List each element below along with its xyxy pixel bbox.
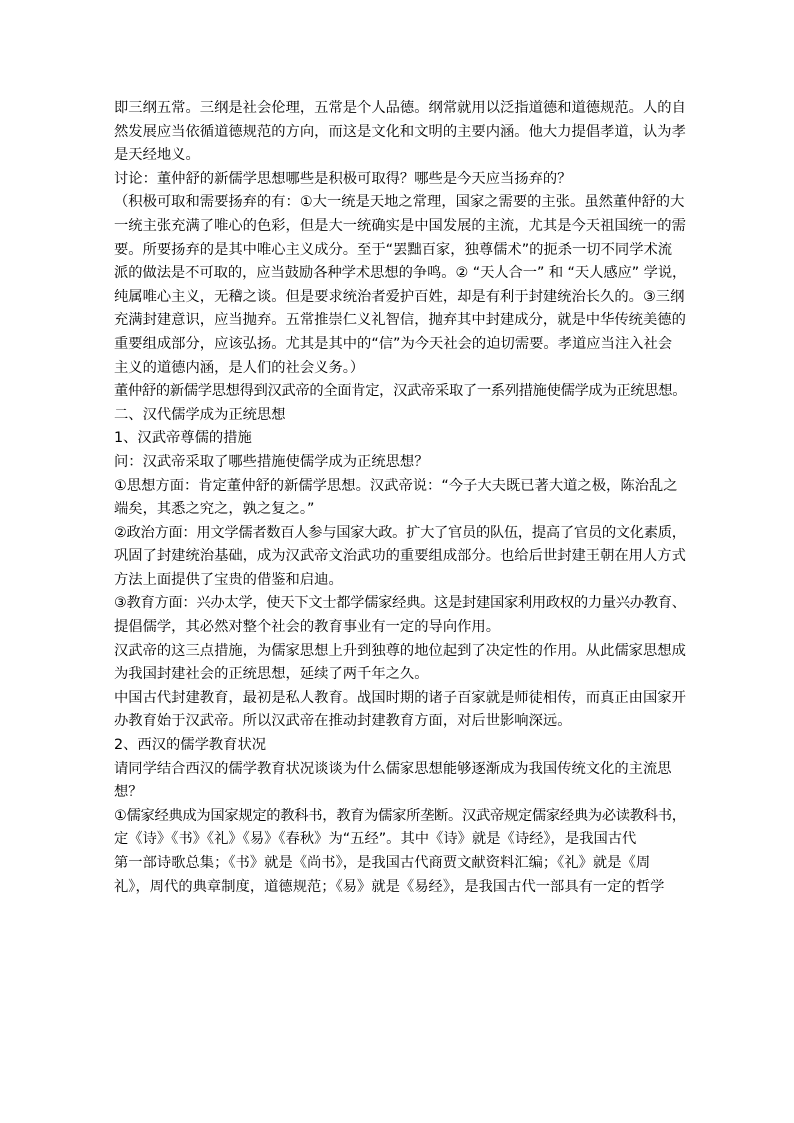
document-body xyxy=(114,97,686,899)
text-line: 主义的道德内涵，是人们的社会义务。） xyxy=(114,359,365,376)
text-line: 是天经地义。 xyxy=(114,147,200,164)
text-line: 董仲舒的新儒学思想得到汉武帝的全面肯定，汉武帝采取了一系列措施使儒学成为正统思想。 xyxy=(114,383,687,400)
text-line: 1、汉武帝尊儒的措施 xyxy=(114,430,252,447)
text-line: 为我国封建社会的正统思想，延续了两千年之久。 xyxy=(114,666,429,683)
text-line: 请同学结合西汉的儒学教育状况谈谈为什么儒家思想能够逐渐成为我国传统文化的主流思 xyxy=(114,760,672,777)
text-line: ③教育方面：兴办太学，使天下文士都学儒家经典。这是封建国家利用政权的力量兴办教育、 xyxy=(114,595,686,612)
text-line: 2、西汉的儒学教育状况 xyxy=(114,737,267,754)
text-line: 一统主张充满了唯心的色彩，但是大一统确实是中国发展的主流，尤其是今天祖国统一的需 xyxy=(114,217,686,234)
text-line: 即三纲五常。三纲是社会伦理，五常是个人品德。纲常就用以泛指道德和道德规范。人的自 xyxy=(114,100,686,116)
text-line: 定《诗》《书》《礼》《易》《春秋》为“五经”。其中《诗》就是《诗经》，是我国古代 xyxy=(114,831,637,848)
text-line: 礼》，周代的典章制度，道德规范；《易》就是《易经》，是我国古代一部具有一定的哲学 xyxy=(114,878,665,895)
text-line: 二、汉代儒学成为正统思想 xyxy=(114,406,286,423)
text-line: 纯属唯心主义，无稽之谈。但是要求统治者爱护百姓，却是有利于封建统治长久的。③三纲 xyxy=(114,288,685,305)
text-line: ①思想方面：肯定董仲舒的新儒学思想。汉武帝说：“今子大夫既已著大道之极，陈治乱之 xyxy=(114,477,678,494)
text-line: 提倡儒学，其必然对整个社会的教育事业有一定的导向作用。 xyxy=(114,619,501,636)
text-line: 方法上面提供了宝贵的借鉴和启迪。 xyxy=(114,571,343,588)
text-line: 派的做法是不可取的，应当鼓励各种学术思想的争鸣。② “天人合一” 和 “天人感应” 学说， xyxy=(114,265,687,282)
text-line: （积极可取和需要扬弃的有：①大一统是天地之常理，国家之需要的主张。虽然董仲舒的大 xyxy=(114,194,685,211)
text-line: 要。所要扬弃的是其中唯心主义成分。至于“罢黜百家，独尊儒术”的扼杀一切不同学术流 xyxy=(114,241,673,258)
text-line: ①儒家经典成为国家规定的教科书，教育为儒家所垄断。汉武帝规定儒家经典为必读教科书， xyxy=(114,807,686,824)
text-line: 然发展应当依循道德规范的方向，而这是文化和文明的主要内涵。他大力提倡孝道，认为孝 xyxy=(114,123,686,140)
text-line: 端矣，其悉之究之，孰之复之。” xyxy=(114,501,315,518)
text-line: 汉武帝的这三点措施，为儒家思想上升到独尊的地位起到了决定性的作用。从此儒家思想成 xyxy=(114,642,686,659)
text-line: 讨论：董仲舒的新儒学思想哪些是积极可取得？哪些是今天应当扬弃的？ xyxy=(114,170,572,187)
text-line: ②政治方面：用文学儒者数百人参与国家大政。扩大了官员的队伍，提高了官员的文化素质， xyxy=(114,524,686,541)
text-line: 办教育始于汉武帝。所以汉武帝在推动封建教育方面，对后世影响深远。 xyxy=(114,713,572,730)
text-line: 中国古代封建教育，最初是私人教育。战国时期的诸子百家就是师徒相传，而真正由国家开 xyxy=(114,689,686,706)
text-line: 问：汉武帝采取了哪些措施使儒学成为正统思想？ xyxy=(114,453,429,470)
text-line: 想？ xyxy=(114,784,143,801)
text-line: 充满封建意识，应当抛弃。五常推崇仁义礼智信，抛弃其中封建成分，就是中华传统美德的 xyxy=(114,312,686,329)
text-line: 第一部诗歌总集；《书》就是《尚书》，是我国古代商贾文献资料汇编；《礼》就是《周 xyxy=(114,855,651,871)
text-line: 巩固了封建统治基础，成为汉武帝文治武功的重要组成部分。也给后世封建王朝在用人方式 xyxy=(114,548,686,565)
text-line: 重要组成部分，应该弘扬。尤其是其中的“信”为今天社会的迫切需要。孝道应当注入社会 xyxy=(114,335,673,352)
